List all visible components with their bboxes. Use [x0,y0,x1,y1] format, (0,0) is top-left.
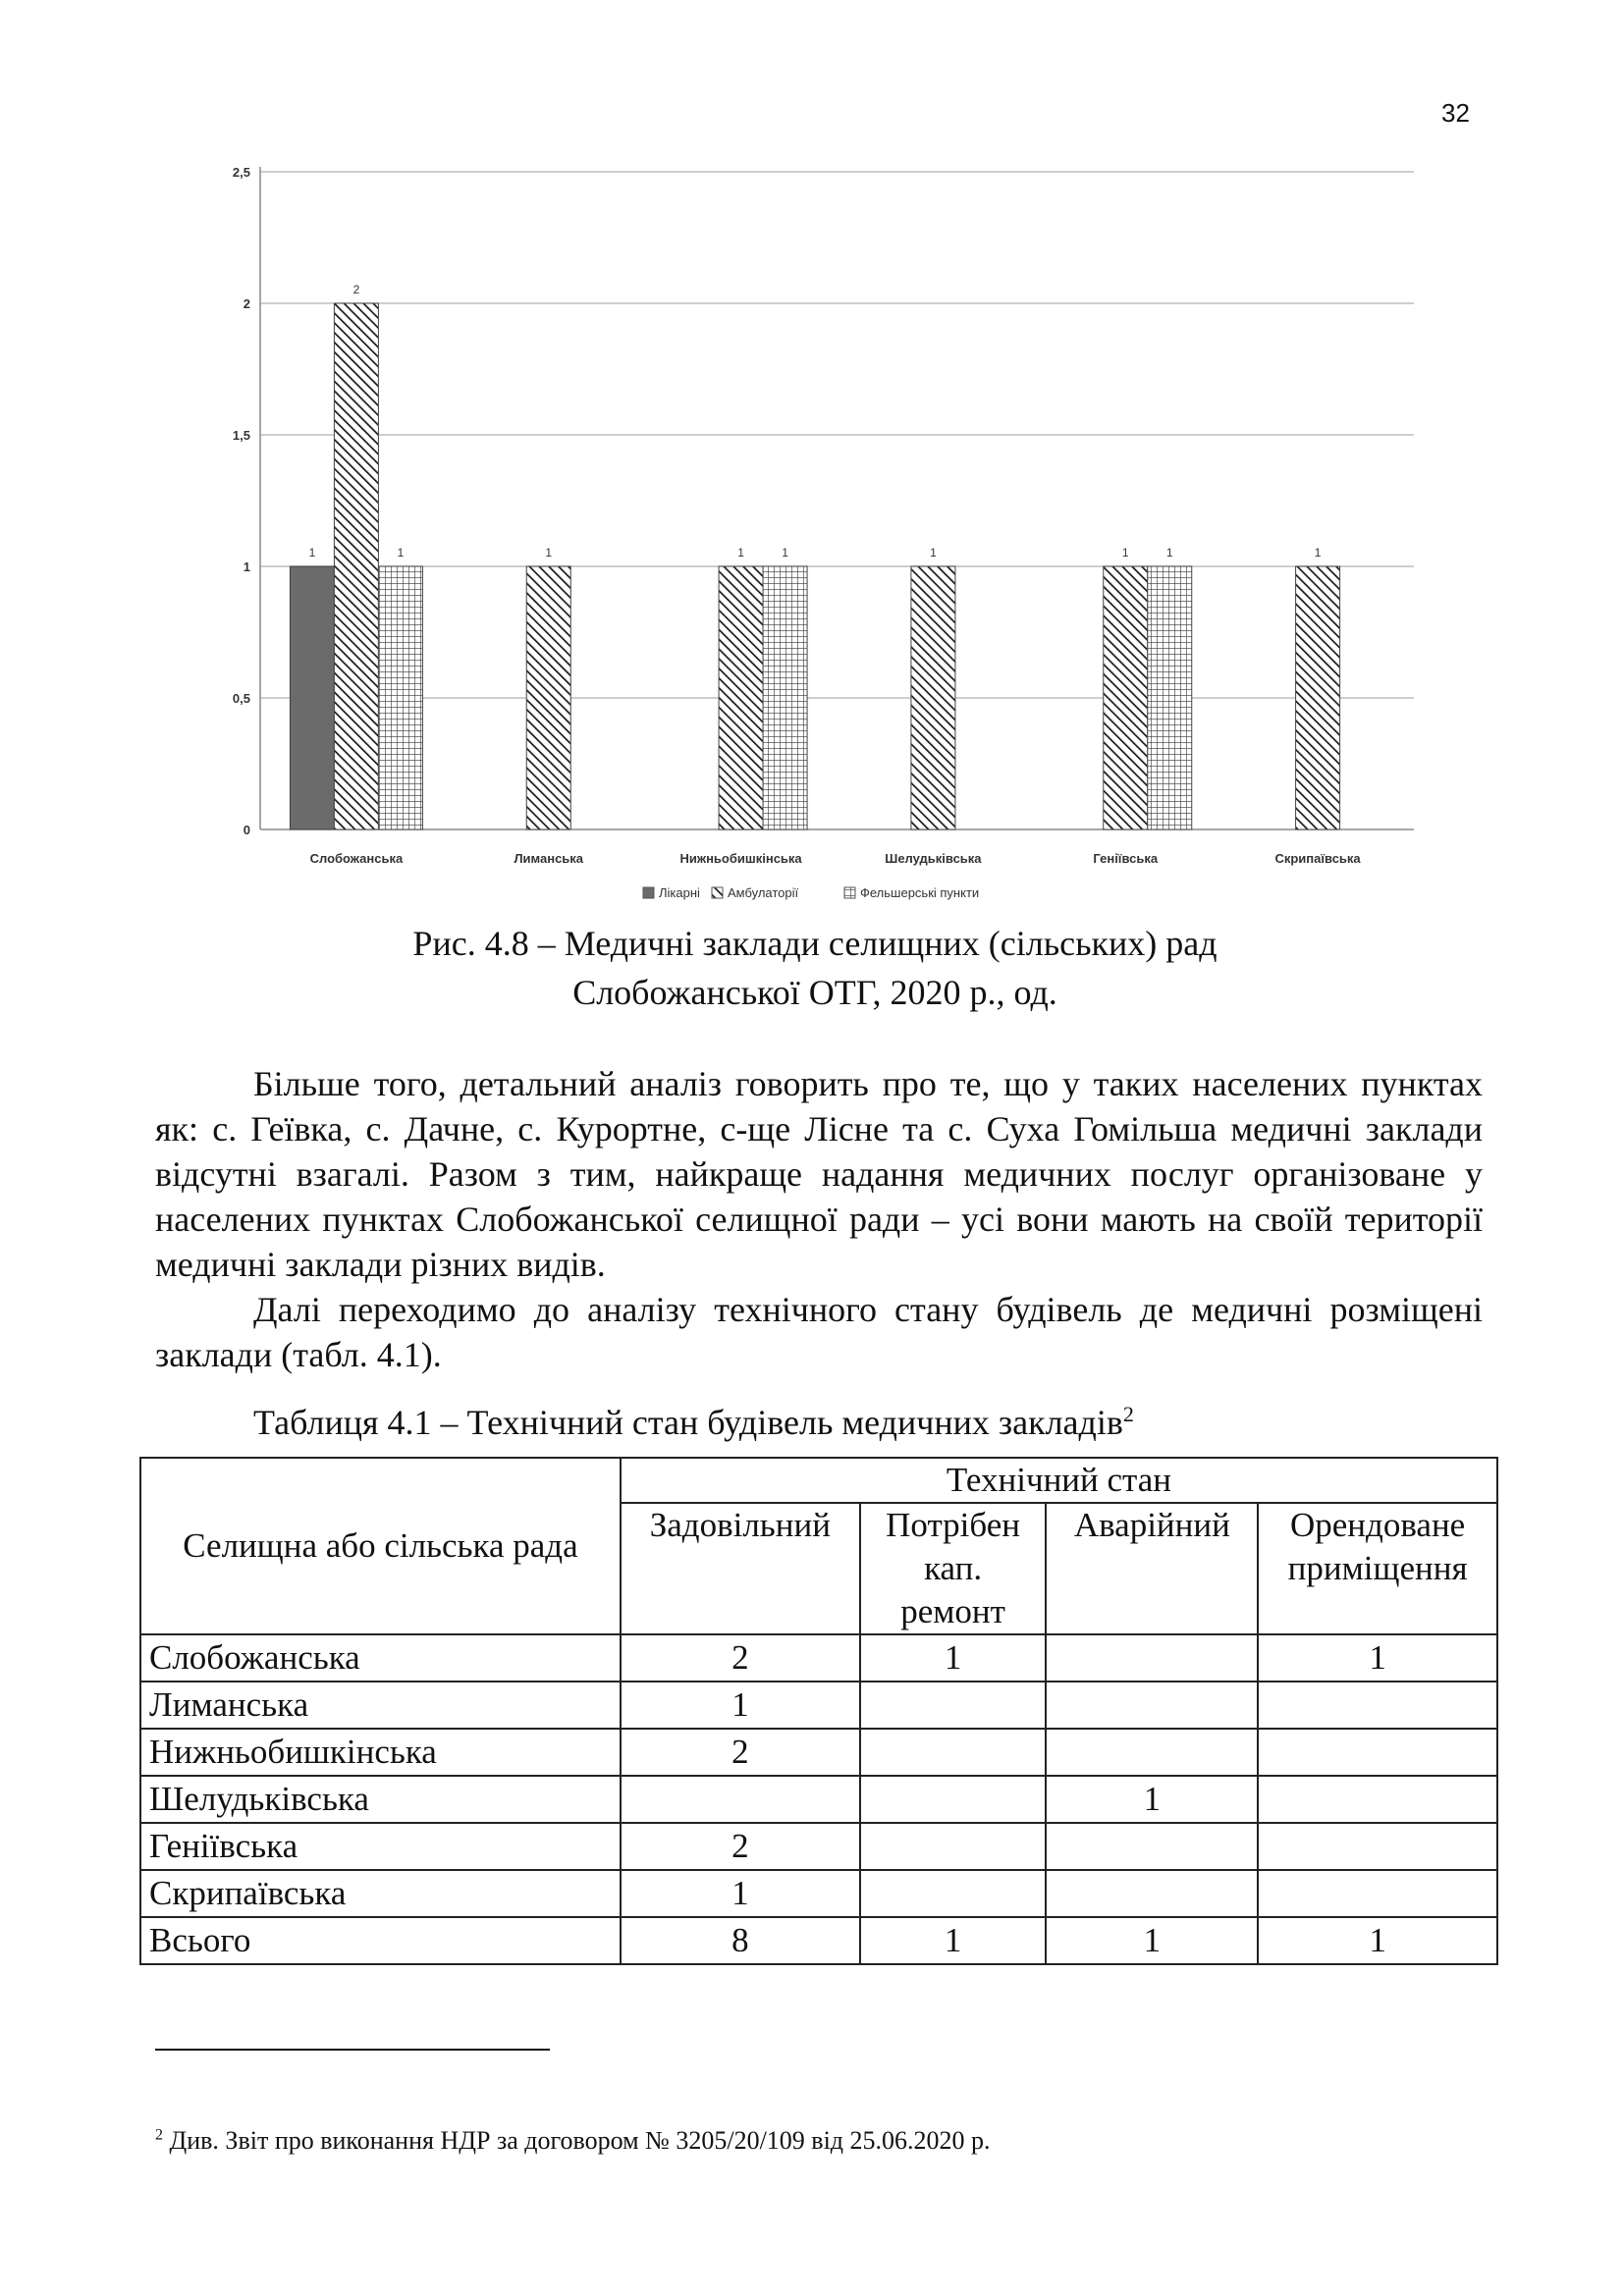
footnote-text: Див. Звіт про виконання НДР за договором № 3205/20/109 від 25.06.2020 р. [163,2126,991,2155]
data-label: 1 [1121,546,1129,560]
x-category-label: Лиманська [514,851,584,866]
bar-diagonal [526,566,570,829]
paragraph-transition: Далі переходимо до аналізу технічного стану будівель де медичні розміщені заклади (табл. 4.1). [155,1290,1483,1374]
data-label: 1 [737,546,744,560]
y-tick-label: 0,5 [232,691,250,706]
legend-swatch [712,887,723,898]
row-council-name: Геніївська [140,1823,621,1870]
bar-diagonal [911,566,955,829]
cell-satisfactory: 1 [621,1682,860,1729]
bar-diagonal [719,566,763,829]
legend-label: Лікарні [659,885,700,900]
cell-satisfactory: 8 [621,1917,860,1964]
header-satisfactory: Задовільний [621,1503,860,1634]
bar-solid [290,566,334,829]
cell-rented [1258,1870,1497,1917]
header-rented: Орендоване приміщення [1258,1503,1497,1634]
footnote-mark: 2 [155,2126,163,2144]
cell-emergency [1046,1823,1258,1870]
data-label: 1 [930,546,937,560]
bar-grid [378,566,422,829]
cell-capital-repair [860,1682,1047,1729]
cell-capital-repair [860,1823,1047,1870]
header-council: Селищна або сільська рада [140,1458,621,1634]
cell-satisfactory: 1 [621,1870,860,1917]
header-emergency: Аварійний [1046,1503,1258,1634]
data-label: 2 [352,283,360,296]
paragraph-analysis: Більше того, детальний аналіз говорить про те, що у таких населених пунктах як: с. Геївка, с. Дачне, с. Курортне, с-ще Лісне та с. Суха Гомільша медичні заклади відсутні взагалі. Разом з тим, найкраще надання медичних послуг організоване у населених пунктах Слобожанської селищної ради – усі вони мають на своїй території медичні заклади різних видів. [155,1064,1483,1284]
cell-rented [1258,1682,1497,1729]
header-capital-repair: Потрібен кап. ремонт [860,1503,1047,1634]
cell-satisfactory: 2 [621,1823,860,1870]
x-category-label: Геніївська [1093,851,1159,866]
cell-capital-repair: 1 [860,1634,1047,1682]
cell-rented: 1 [1258,1634,1497,1682]
figure-caption-line-1: Рис. 4.8 – Медичні заклади селищних (сільських) рад [412,924,1218,963]
y-tick-label: 2,5 [232,165,250,180]
cell-satisfactory [621,1776,860,1823]
cell-emergency [1046,1634,1258,1682]
cell-capital-repair [860,1870,1047,1917]
medical-facilities-bar-chart [196,147,1434,923]
data-label: 1 [1165,546,1173,560]
data-label: 1 [1314,546,1322,560]
cell-emergency [1046,1870,1258,1917]
technical-condition-table [139,1457,1498,1965]
table-row [140,1682,1497,1729]
bar-grid [1148,566,1192,829]
cell-emergency [1046,1729,1258,1776]
footnote [155,2126,991,2156]
cell-satisfactory: 2 [621,1729,860,1776]
legend-label: Амбулаторії [728,885,799,900]
cell-rented [1258,1823,1497,1870]
x-category-label: Слобожанська [309,851,404,866]
bar-grid [763,566,807,829]
legend-label: Фельшерські пункти [860,885,980,900]
table-header-row-1 [140,1458,1497,1503]
row-council-name: Нижньобишкінська [140,1729,621,1776]
bar-diagonal [334,303,378,829]
table-total-row [140,1917,1497,1964]
page-number: 32 [1441,98,1470,128]
cell-rented [1258,1776,1497,1823]
y-tick-label: 0 [243,823,250,837]
table-row [140,1776,1497,1823]
table-row [140,1634,1497,1682]
cell-rented [1258,1729,1497,1776]
data-label: 1 [545,546,553,560]
cell-emergency [1046,1682,1258,1729]
y-tick-label: 1 [243,560,250,574]
data-label: 1 [782,546,788,560]
data-label: 1 [397,546,405,560]
footnote-separator [155,2049,550,2051]
x-category-label: Шелудьківська [885,851,982,866]
x-category-label: Нижньобишкінська [679,851,802,866]
table-row [140,1870,1497,1917]
table-footnote-mark: 2 [1122,1402,1134,1426]
header-technical-condition: Технічний стан [621,1458,1497,1503]
cell-satisfactory: 2 [621,1634,860,1682]
y-tick-label: 2 [243,296,250,311]
y-tick-label: 1,5 [232,428,250,443]
row-council-name: Лиманська [140,1682,621,1729]
row-council-name: Шелудьківська [140,1776,621,1823]
data-label: 1 [308,546,316,560]
cell-emergency: 1 [1046,1917,1258,1964]
table-title-text: Таблиця 4.1 – Технічний стан будівель медичних закладів [253,1403,1123,1442]
legend-swatch [844,887,855,898]
table-title [253,1402,1134,1443]
cell-capital-repair: 1 [860,1917,1047,1964]
x-category-label: Скрипаївська [1274,851,1361,866]
cell-capital-repair [860,1729,1047,1776]
cell-capital-repair [860,1776,1047,1823]
row-council-name: Всього [140,1917,621,1964]
cell-emergency: 1 [1046,1776,1258,1823]
bar-diagonal [1104,566,1148,829]
table-row [140,1729,1497,1776]
row-council-name: Скрипаївська [140,1870,621,1917]
legend-swatch [643,887,654,898]
row-council-name: Слобожанська [140,1634,621,1682]
figure-caption-line-2: Слобожанської ОТГ, 2020 р., од. [572,973,1057,1012]
table-row [140,1823,1497,1870]
cell-rented: 1 [1258,1917,1497,1964]
bar-diagonal [1296,566,1340,829]
